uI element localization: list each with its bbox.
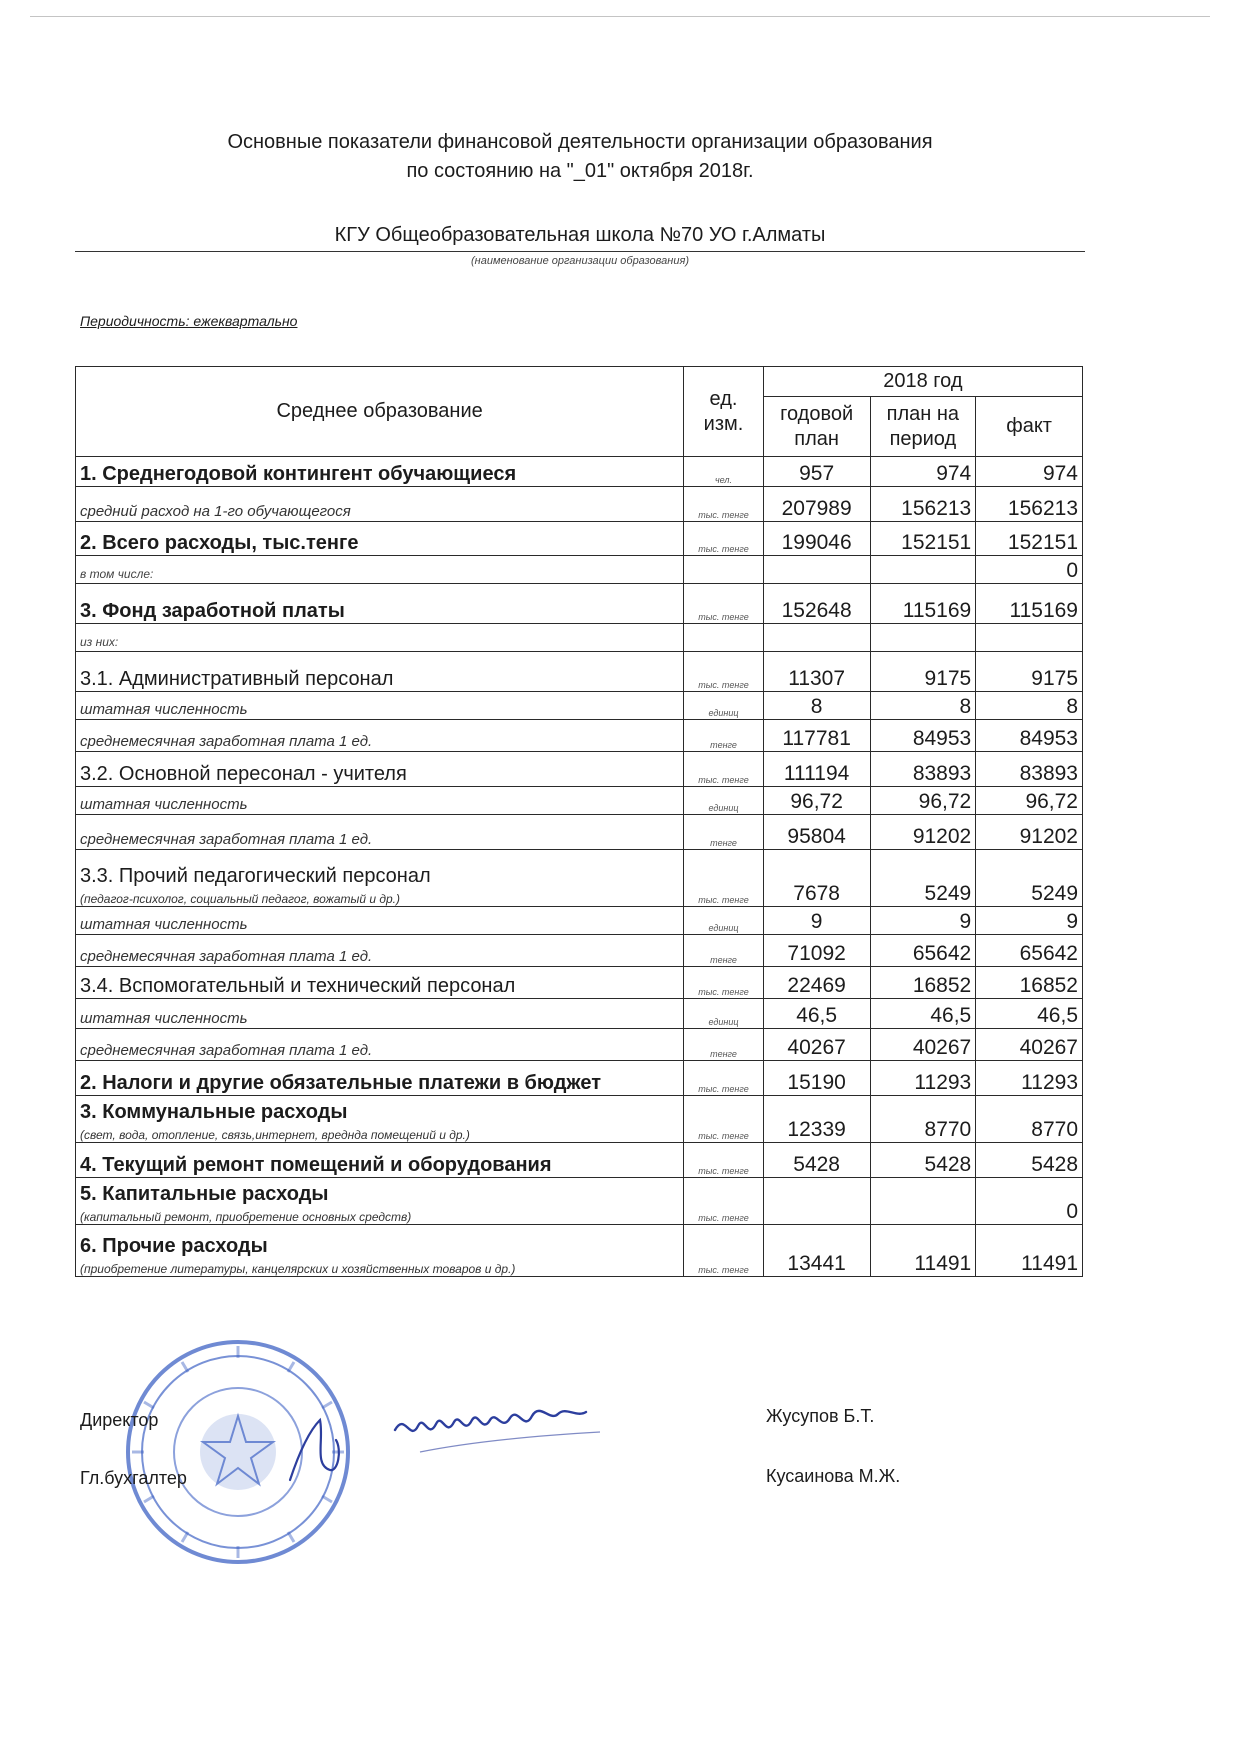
row-unit bbox=[684, 556, 764, 584]
row-period-plan-value bbox=[870, 556, 976, 584]
row-unit: тенге bbox=[684, 935, 764, 967]
row-label: средний расход на 1-го обучающегося bbox=[80, 503, 351, 520]
row-unit: единиц bbox=[684, 692, 764, 720]
row-period-plan-value bbox=[870, 624, 976, 652]
row-annual-plan-value: 152648 bbox=[763, 584, 870, 624]
row-period-plan-value: 152151 bbox=[870, 522, 976, 556]
table-row bbox=[76, 556, 1083, 584]
table-row bbox=[76, 1178, 1083, 1225]
row-period-plan-value: 115169 bbox=[870, 584, 976, 624]
row-label: среднемесячная заработная плата 1 ед. bbox=[80, 1042, 373, 1059]
row-label: среднемесячная заработная плата 1 ед. bbox=[80, 831, 373, 848]
row-fact-value: 11491 bbox=[976, 1225, 1083, 1277]
row-annual-plan-value: 207989 bbox=[763, 487, 870, 522]
row-period-plan-value: 156213 bbox=[870, 487, 976, 522]
row-annual-plan-value: 7678 bbox=[763, 850, 870, 907]
organization-underline bbox=[75, 251, 1085, 252]
row-unit: чел. bbox=[684, 457, 764, 487]
row-note: (капитальный ремонт, приобретение основных средств) bbox=[80, 1210, 412, 1224]
row-indicator-name bbox=[76, 999, 684, 1029]
financial-indicators-table bbox=[75, 366, 1083, 1277]
director-label: Директор bbox=[80, 1410, 159, 1430]
row-label: 3. Фонд заработной платы bbox=[80, 600, 345, 622]
row-period-plan-value: 9 bbox=[870, 907, 976, 935]
row-unit: тыс. тенге bbox=[684, 522, 764, 556]
row-fact-value: 8 bbox=[976, 692, 1083, 720]
row-period-plan-value bbox=[870, 1178, 976, 1225]
title-line-1: Основные показатели финансовой деятельности организации образования bbox=[227, 131, 933, 153]
row-fact-value: 152151 bbox=[976, 522, 1083, 556]
table-row bbox=[76, 815, 1083, 850]
row-note: (педагог-психолог, социальный педагог, вожатый и др.) bbox=[80, 892, 400, 906]
row-label: штатная численность bbox=[80, 916, 248, 933]
row-indicator-name bbox=[76, 487, 684, 522]
table-row bbox=[76, 1143, 1083, 1178]
table-row bbox=[76, 935, 1083, 967]
title-line-2: по состоянию на "_01" октября 2018г. bbox=[406, 160, 754, 182]
row-fact-value: 156213 bbox=[976, 487, 1083, 522]
row-period-plan-value: 96,72 bbox=[870, 787, 976, 815]
chief-accountant-label: Гл.бухгалтер bbox=[80, 1468, 187, 1488]
row-period-plan-value: 5428 bbox=[870, 1143, 976, 1178]
row-indicator-name bbox=[76, 652, 684, 692]
row-fact-value: 91202 bbox=[976, 815, 1083, 850]
row-fact-value: 974 bbox=[976, 457, 1083, 487]
row-unit: тыс. тенге bbox=[684, 752, 764, 787]
row-label: 2. Всего расходы, тыс.тенге bbox=[80, 532, 359, 554]
table-row bbox=[76, 457, 1083, 487]
header-fact: факт bbox=[976, 397, 1083, 457]
table-row bbox=[76, 1096, 1083, 1143]
row-fact-value: 8770 bbox=[976, 1096, 1083, 1143]
handwritten-signature-icon bbox=[390, 1392, 610, 1482]
scan-top-line bbox=[30, 16, 1210, 17]
row-indicator-name bbox=[76, 692, 684, 720]
row-period-plan-value: 84953 bbox=[870, 720, 976, 752]
row-unit: тенге bbox=[684, 720, 764, 752]
table-row bbox=[76, 1061, 1083, 1096]
row-period-plan-value: 974 bbox=[870, 457, 976, 487]
header-year: 2018 год bbox=[763, 367, 1082, 397]
row-label: 3.3. Прочий педагогический персонал bbox=[80, 865, 431, 887]
row-label: 3. Коммунальные расходы bbox=[80, 1101, 348, 1123]
row-period-plan-value: 65642 bbox=[870, 935, 976, 967]
row-label: среднемесячная заработная плата 1 ед. bbox=[80, 948, 373, 965]
row-annual-plan-value: 22469 bbox=[763, 967, 870, 999]
row-fact-value: 46,5 bbox=[976, 999, 1083, 1029]
row-fact-value: 11293 bbox=[976, 1061, 1083, 1096]
header-section-name: Среднее образование bbox=[76, 367, 684, 457]
row-unit: тыс. тенге bbox=[684, 487, 764, 522]
row-unit: тыс. тенге bbox=[684, 1143, 764, 1178]
table-row bbox=[76, 907, 1083, 935]
organization-name: КГУ Общеобразовательная школа №70 УО г.Алматы bbox=[334, 224, 826, 246]
row-unit: тыс. тенге bbox=[684, 1096, 764, 1143]
row-fact-value: 16852 bbox=[976, 967, 1083, 999]
row-note: (приобретение литературы, канцелярских и хозяйственных товаров и др.) bbox=[80, 1262, 516, 1276]
table-row bbox=[76, 584, 1083, 624]
row-indicator-name bbox=[76, 584, 684, 624]
table-row bbox=[76, 624, 1083, 652]
row-indicator-name bbox=[76, 815, 684, 850]
document-title bbox=[0, 128, 1160, 186]
row-period-plan-value: 16852 bbox=[870, 967, 976, 999]
row-unit: тыс. тенге bbox=[684, 652, 764, 692]
row-note: (свет, вода, отопление, связь,интернет, вреднда помещений и др.) bbox=[80, 1128, 470, 1142]
row-unit: тыс. тенге bbox=[684, 967, 764, 999]
table-body bbox=[76, 457, 1083, 1277]
row-fact-value: 96,72 bbox=[976, 787, 1083, 815]
row-label: 5. Капитальные расходы bbox=[80, 1183, 329, 1205]
row-annual-plan-value: 111194 bbox=[763, 752, 870, 787]
table-row bbox=[76, 692, 1083, 720]
row-unit: единиц bbox=[684, 907, 764, 935]
row-unit: единиц bbox=[684, 999, 764, 1029]
row-unit: тенге bbox=[684, 815, 764, 850]
table-row bbox=[76, 850, 1083, 907]
row-fact-value: 9 bbox=[976, 907, 1083, 935]
row-annual-plan-value bbox=[763, 624, 870, 652]
table-row bbox=[76, 522, 1083, 556]
row-annual-plan-value: 40267 bbox=[763, 1029, 870, 1061]
row-indicator-name bbox=[76, 1225, 684, 1277]
row-label: в том числе: bbox=[80, 567, 154, 581]
row-indicator-name bbox=[76, 522, 684, 556]
table-row bbox=[76, 999, 1083, 1029]
row-unit: тыс. тенге bbox=[684, 584, 764, 624]
row-label: из них: bbox=[80, 635, 119, 649]
row-label: 3.4. Вспомогательный и технический персонал bbox=[80, 975, 516, 997]
row-label: среднемесячная заработная плата 1 ед. bbox=[80, 733, 373, 750]
row-annual-plan-value: 95804 bbox=[763, 815, 870, 850]
row-label: штатная численность bbox=[80, 1010, 248, 1027]
row-annual-plan-value: 117781 bbox=[763, 720, 870, 752]
table-row bbox=[76, 487, 1083, 522]
row-period-plan-value: 91202 bbox=[870, 815, 976, 850]
row-label: штатная численность bbox=[80, 701, 248, 718]
row-fact-value: 65642 bbox=[976, 935, 1083, 967]
row-annual-plan-value bbox=[763, 1178, 870, 1225]
row-period-plan-value: 83893 bbox=[870, 752, 976, 787]
row-period-plan-value: 46,5 bbox=[870, 999, 976, 1029]
row-annual-plan-value: 71092 bbox=[763, 935, 870, 967]
row-annual-plan-value: 12339 bbox=[763, 1096, 870, 1143]
header-unit: ед. изм. bbox=[684, 367, 764, 457]
row-unit bbox=[684, 624, 764, 652]
row-fact-value: 5249 bbox=[976, 850, 1083, 907]
row-fact-value: 0 bbox=[976, 1178, 1083, 1225]
row-annual-plan-value: 8 bbox=[763, 692, 870, 720]
row-label: 3.2. Основной пересонал - учителя bbox=[80, 763, 407, 785]
row-label: 6. Прочие расходы bbox=[80, 1235, 268, 1257]
row-unit: тыс. тенге bbox=[684, 1178, 764, 1225]
row-period-plan-value: 11491 bbox=[870, 1225, 976, 1277]
table-row bbox=[76, 752, 1083, 787]
row-period-plan-value: 11293 bbox=[870, 1061, 976, 1096]
row-unit: тыс. тенге bbox=[684, 1061, 764, 1096]
row-indicator-name bbox=[76, 1096, 684, 1143]
row-fact-value: 0 bbox=[976, 556, 1083, 584]
row-indicator-name bbox=[76, 1143, 684, 1178]
row-indicator-name bbox=[76, 457, 684, 487]
row-period-plan-value: 9175 bbox=[870, 652, 976, 692]
table-row bbox=[76, 720, 1083, 752]
row-annual-plan-value: 46,5 bbox=[763, 999, 870, 1029]
row-fact-value: 40267 bbox=[976, 1029, 1083, 1061]
row-indicator-name bbox=[76, 787, 684, 815]
row-period-plan-value: 8 bbox=[870, 692, 976, 720]
row-unit: тыс. тенге bbox=[684, 850, 764, 907]
row-annual-plan-value: 957 bbox=[763, 457, 870, 487]
row-indicator-name bbox=[76, 1061, 684, 1096]
row-label: штатная численность bbox=[80, 796, 248, 813]
row-indicator-name bbox=[76, 967, 684, 999]
table-row bbox=[76, 787, 1083, 815]
row-indicator-name bbox=[76, 720, 684, 752]
table-row bbox=[76, 1029, 1083, 1061]
row-indicator-name bbox=[76, 624, 684, 652]
row-label: 4. Текущий ремонт помещений и оборудования bbox=[80, 1154, 552, 1176]
row-annual-plan-value: 199046 bbox=[763, 522, 870, 556]
header-annual-plan: годовой план bbox=[763, 397, 870, 457]
row-unit: тыс. тенге bbox=[684, 1225, 764, 1277]
row-indicator-name bbox=[76, 752, 684, 787]
row-label: 1. Среднегодовой контингент обучающиеся bbox=[80, 463, 517, 485]
row-indicator-name bbox=[76, 935, 684, 967]
table-row bbox=[76, 1225, 1083, 1277]
row-annual-plan-value: 15190 bbox=[763, 1061, 870, 1096]
row-fact-value: 84953 bbox=[976, 720, 1083, 752]
row-unit: тенге bbox=[684, 1029, 764, 1061]
row-period-plan-value: 5249 bbox=[870, 850, 976, 907]
row-fact-value: 9175 bbox=[976, 652, 1083, 692]
organization-caption: (наименование организации образования) bbox=[471, 255, 689, 267]
director-name: Жусупов Б.Т. bbox=[766, 1406, 875, 1426]
row-annual-plan-value: 11307 bbox=[763, 652, 870, 692]
accountant-signature-icon bbox=[280, 1410, 350, 1500]
row-indicator-name bbox=[76, 1178, 684, 1225]
row-label: 3.1. Административный персонал bbox=[80, 668, 394, 690]
row-fact-value: 115169 bbox=[976, 584, 1083, 624]
row-indicator-name bbox=[76, 556, 684, 584]
row-unit: единиц bbox=[684, 787, 764, 815]
row-fact-value: 5428 bbox=[976, 1143, 1083, 1178]
row-fact-value bbox=[976, 624, 1083, 652]
row-period-plan-value: 8770 bbox=[870, 1096, 976, 1143]
table-row bbox=[76, 652, 1083, 692]
table-row bbox=[76, 967, 1083, 999]
row-fact-value: 83893 bbox=[976, 752, 1083, 787]
row-annual-plan-value: 13441 bbox=[763, 1225, 870, 1277]
row-annual-plan-value: 5428 bbox=[763, 1143, 870, 1178]
row-indicator-name bbox=[76, 850, 684, 907]
row-annual-plan-value bbox=[763, 556, 870, 584]
row-annual-plan-value: 9 bbox=[763, 907, 870, 935]
header-period-plan: план на период bbox=[870, 397, 976, 457]
row-label: 2. Налоги и другие обязательные платежи в бюджет bbox=[80, 1072, 601, 1094]
periodicity-label: Периодичность: ежеквартально bbox=[80, 313, 298, 329]
row-indicator-name bbox=[76, 907, 684, 935]
chief-accountant-name: Кусаинова М.Ж. bbox=[766, 1466, 901, 1486]
row-annual-plan-value: 96,72 bbox=[763, 787, 870, 815]
row-period-plan-value: 40267 bbox=[870, 1029, 976, 1061]
row-indicator-name bbox=[76, 1029, 684, 1061]
